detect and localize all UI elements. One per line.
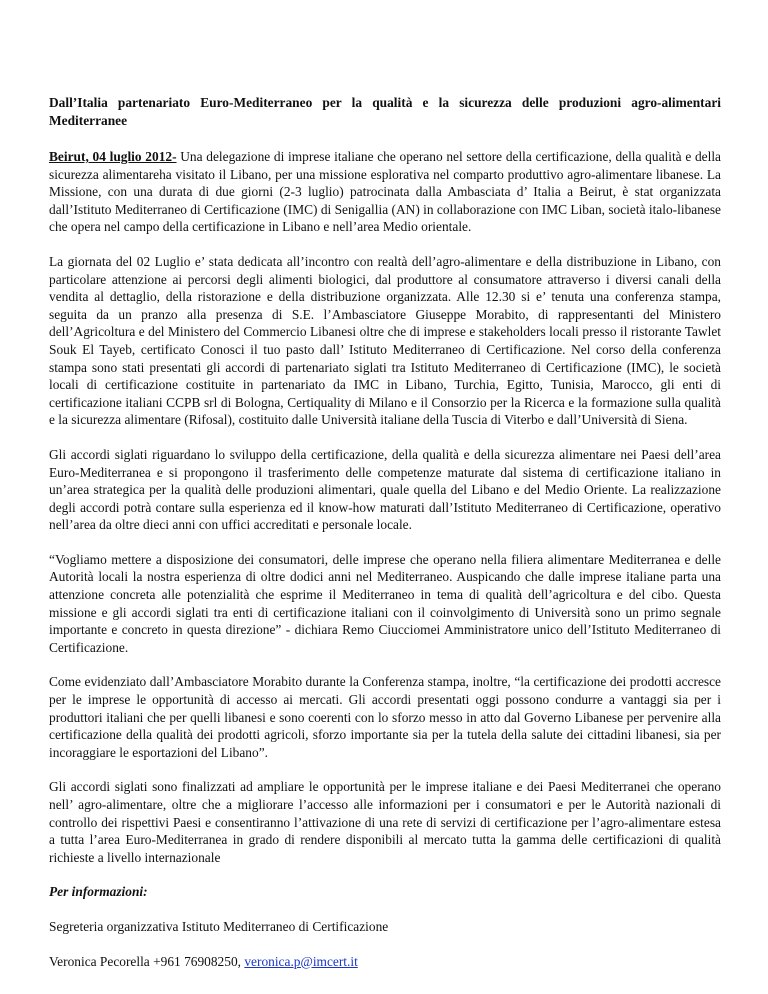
- document-page: [49, 94, 721, 987]
- dateline: Beirut, 04 luglio 2012-: [49, 149, 177, 164]
- secretariat-line: Segreteria organizzativa Istituto Mediterraneo di Certificazione: [49, 918, 389, 934]
- contact-text: Veronica Pecorella +961 76908250,: [49, 953, 245, 969]
- contact-line: [49, 953, 721, 971]
- paragraph-3: Gli accordi siglati riguardano lo sviluppo della certificazione, della qualità e della sicurezza alimentare nei Paesi dell’area Euro-Mediterranea e si propongono il trasferimento delle competenze maturate dal sistema di certificazione italiano in un’area strategica per la qualità delle produzioni alimentari, quale quella del Libano e del Medio Oriente. La realizzazione degli accordi potrà contare sulla esperienza ed il know-how maturati dall’Istituto Mediterraneo di Certificazione, operativo nell’area da oltre dieci anni con uffici accreditati e personale locale.: [49, 446, 721, 533]
- paragraph-quote: “Vogliamo mettere a disposizione dei consumatori, delle imprese che operano nella filiera alimentare Mediterranea e delle Autorità locali la nostra esperienza di oltre dodici anni nel Mediterraneo. Auspicando che dalle imprese italiane parta una attenzione concreta alle potenzialità che esprime il Mediterraneo in tema di qualità dell’agricoltura e del cibo. Questa missione e gli accordi siglati tra enti di certificazione italiani con il coinvolgimento di Università sono un primo segnale importante e concreto in questa direzione” - dichiara Remo Ciucciomei Amministratore unico dell’Istituto Mediterraneo di Certificazione.: [49, 551, 721, 655]
- document-title: Dall’Italia partenariato Euro-Mediterraneo per la qualità e la sicurezza delle produzioni agro-alimentari Mediterranee: [49, 95, 721, 128]
- paragraph-intro: [49, 148, 721, 236]
- paragraph-5: Come evidenziato dall’Ambasciatore Morabito durante la Conferenza stampa, inoltre, “la certificazione dei prodotti accresce per le imprese le opportunità di accesso ai mercati. Gli accordi presentati oggi possono condurre a vantaggi sia per i produttori italiani che per quelli libanesi e sono coerenti con lo sforzo messo in atto dal Governo Libanese per pervenire alla certificazione della qualità dei prodotti agricoli, sforzo importante sia per la tutela della salute dei cittadini libanesi, sia per incoraggiare le esportazioni del Libano”.: [49, 674, 721, 760]
- email-link[interactable]: veronica.p@imcert.it: [244, 953, 358, 969]
- paragraph-2: La giornata del 02 Luglio e’ stata dedicata all’incontro con realtà dell’agro-alimentare e della distribuzione in Libano, con particolare attenzione ai percorsi degli alimenti biologici, dal produttore al consumatore attraverso i diversi canali della vendita al dettaglio, della ristorazione e della distribuzione organizzata. Alle 12.30 si e’ tenuta una conferenza stampa, seguita da un pranzo alla presenza di S.E. l’Ambasciatore Giuseppe Morabito, di rappresentanti del Ministero dell’Agricoltura e del Ministero del Commercio Libanesi oltre che di imprese e stakeholders locali presso il ristorante Tawlet Souk El Tayeb, certificato Conosci il tuo pasto dall’ Istituto Mediterraneo di Certificazione. Nel corso della conferenza stampa sono stati presentati gli accordi di partenariato siglati tra Istituto Mediterraneo di Certificazione (IMC), le società locali di certificazione costituite in partenariato da IMC in Libano, Turchia, Egitto, Tunisia, Marocco, gli enti di certificazione italiani CCPB srl di Bologna, Certiquality di Milano e il Consorzio per la Ricerca e la formazione sulla qualità e la sicurezza alimentare (Rifosal), costituito dalle Università italiane della Tuscia di Viterbo e dall’Università di Siena.: [49, 253, 721, 428]
- info-heading: Per informazioni:: [49, 884, 148, 900]
- paragraph-intro-text: Una delegazione di imprese italiane che operano nel settore della certificazione, della qualità e della sicurezza alimentareha visitato il Libano, per una missione esplorativa nel comparto produttivo agro-alimentare libanese. La Missione, con una durata di due giorni (2-3 luglio) patrocinata dalla Ambasciata d’ Italia a Beirut, è stat organizzata dall’Istituto Mediterraneo di Certificazione (IMC) di Senigallia (AN) in collaborazione con IMC Liban, società italo-libanese che opera nel campo della certificazione in Libano e nell’area Medio orientale.: [49, 149, 721, 235]
- paragraph-6: Gli accordi siglati sono finalizzati ad ampliare le opportunità per le imprese italiane e dei Paesi Mediterranei che operano nell’ agro-alimentare, oltre che a migliorare l’accesso alle informazioni per i consumatori e per le Autorità nazionali di controllo dei rispettivi Paesi e consentiranno l’attivazione di una rete di servizi di certificazione per l’agro-alimentare estesa a tutta l’area Euro-Mediterranea in grado di rendere disponibili al mercato tutta la gamma delle certificazioni di qualità richieste a livello internazionale: [49, 779, 721, 865]
